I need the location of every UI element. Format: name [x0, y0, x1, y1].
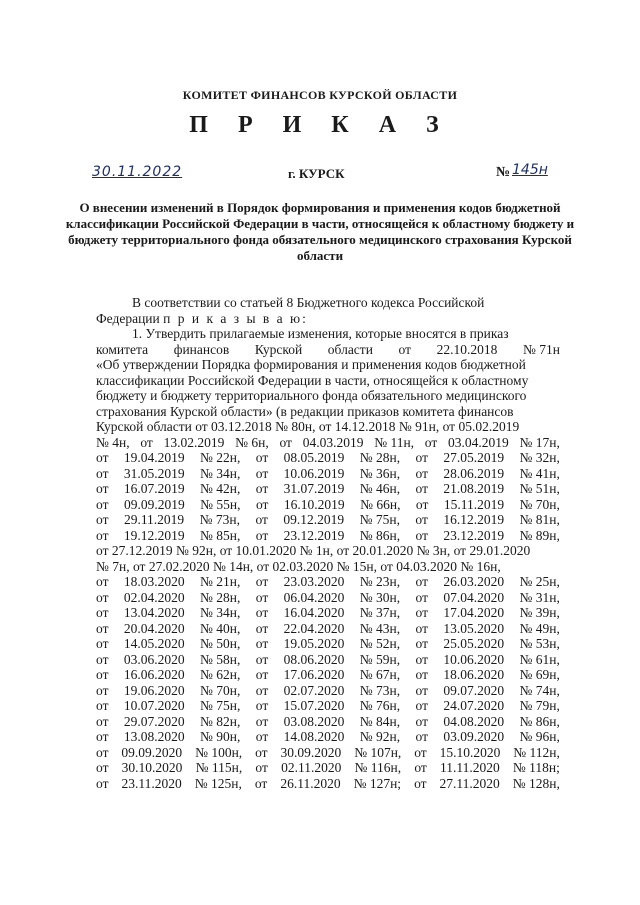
- amendment-cell: от: [96, 698, 109, 713]
- amendment-cell: от: [415, 620, 429, 636]
- amendment-cell: от: [96, 496, 109, 512]
- amendment-cell: от: [424, 434, 438, 450]
- amendment-cell: 26.11.2020: [280, 775, 341, 791]
- amendment-cell: № 55н,: [200, 496, 241, 512]
- item1-text-line: Курской области от 03.12.2018 № 80н, от 14.12.2018 № 91н, от 05.02.2019: [96, 419, 520, 434]
- amendment-cell: 06.04.2020: [283, 589, 345, 605]
- amendment-cell: от: [415, 512, 428, 527]
- amendment-cell: от: [414, 760, 427, 775]
- amendment-cell: 13.04.2020: [123, 605, 185, 620]
- amendment-cell: 03.04.2019: [448, 434, 509, 450]
- amendments-row: [96, 776, 560, 792]
- amendment-cell: 04.08.2020: [443, 713, 505, 729]
- amendment-cell: от: [255, 605, 269, 620]
- amendment-cell: от: [255, 620, 269, 636]
- amendment-cell: от: [414, 775, 427, 791]
- item1-text-line: страхования Курской области» (в редакции приказов комитета финансов: [96, 403, 514, 419]
- amendment-cell: № 85н,: [200, 527, 241, 543]
- amendment-cell: 16.06.2020: [123, 667, 185, 682]
- amendments-row: [96, 683, 560, 699]
- amendment-cell: № 74н,: [519, 682, 560, 698]
- amendments-line: от 27.12.2019 № 92н, от 10.01.2020 № 1н, от 20.01.2020 № 3н, от 29.01.2020: [96, 543, 531, 558]
- order-ref-word: области: [327, 341, 373, 357]
- amendment-cell: от: [255, 574, 269, 589]
- amendment-cell: от: [255, 744, 268, 760]
- amendment-cell: от: [96, 481, 109, 496]
- amendments-row: [96, 528, 560, 544]
- amendment-cell: от: [96, 605, 109, 620]
- amendment-cell: от: [96, 667, 109, 682]
- handwritten-date: 30.11.2022: [92, 164, 183, 180]
- amendments-row: [96, 605, 560, 621]
- amendment-cell: от: [96, 651, 109, 667]
- amendment-cell: 15.11.2019: [443, 496, 505, 512]
- amendment-cell: 30.10.2020: [121, 760, 183, 775]
- amendments-row: [96, 667, 560, 683]
- amendment-cell: № 23н,: [359, 574, 401, 589]
- amendment-cell: № 75н,: [200, 698, 241, 713]
- amendment-cell: № 96н,: [519, 729, 560, 744]
- amendment-cell: № 25н,: [519, 574, 560, 589]
- amendment-cell: № 28н,: [200, 589, 241, 605]
- amendment-cell: от: [255, 729, 269, 744]
- amendment-cell: № 34н,: [200, 605, 241, 620]
- amendment-cell: от: [415, 713, 429, 729]
- amendment-cell: от: [415, 636, 429, 651]
- amendments-row: [96, 745, 560, 761]
- amendment-cell: 23.12.2019: [443, 527, 505, 543]
- amendments-row: [96, 481, 560, 497]
- amendment-cell: № 86н,: [359, 527, 401, 543]
- amendment-cell: 25.05.2020: [443, 636, 505, 651]
- amendment-cell: 20.04.2020: [123, 620, 185, 636]
- amendments-row: [96, 698, 560, 714]
- amendment-cell: 09.09.2020: [121, 744, 183, 760]
- amendment-cell: № 82н,: [200, 713, 241, 729]
- amendment-cell: 19.05.2020: [283, 636, 345, 651]
- amendment-cell: 08.06.2020: [283, 651, 345, 667]
- amendment-cell: № 79н,: [519, 698, 560, 713]
- amendment-cell: от: [96, 465, 109, 481]
- amendment-cell: № 128н,: [512, 775, 560, 791]
- amendment-cell: 24.07.2020: [443, 698, 505, 713]
- amendments-row: [96, 512, 560, 528]
- amendment-cell: № 30н,: [359, 589, 401, 605]
- amendment-cell: № 112н,: [513, 744, 560, 760]
- amendment-cell: № 37н,: [359, 605, 401, 620]
- amendment-cell: 31.05.2019: [123, 465, 185, 481]
- order-ref-word: Курской: [254, 341, 303, 357]
- amendment-cell: от: [415, 589, 429, 605]
- amendment-cell: 16.10.2019: [283, 496, 345, 512]
- order-ref-word: № 71н: [523, 341, 560, 357]
- amendment-cell: № 100н,: [195, 744, 243, 760]
- amendment-cell: 15.07.2020: [283, 698, 345, 713]
- amendment-cell: 03.09.2020: [443, 729, 505, 744]
- number-label: №: [496, 165, 511, 180]
- amendment-cell: 19.12.2019: [123, 527, 185, 543]
- amendment-cell: № 59н,: [359, 651, 401, 667]
- amendment-cell: № 73н,: [199, 512, 240, 527]
- amendment-cell: от: [415, 496, 429, 512]
- amendment-cell: № 115н,: [195, 760, 243, 775]
- amendment-cell: 08.05.2019: [283, 450, 345, 465]
- city-label: г. КУРСК: [288, 166, 345, 181]
- amendment-cell: от: [255, 450, 269, 465]
- amendment-cell: 15.10.2020: [439, 744, 501, 760]
- amendment-cell: 09.12.2019: [283, 512, 345, 527]
- amendment-cell: 16.04.2020: [283, 605, 345, 620]
- amendment-cell: 19.06.2020: [123, 682, 185, 698]
- amendments-row: [96, 466, 560, 482]
- amendment-cell: № 6н,: [235, 434, 269, 450]
- item1-text: [96, 357, 560, 435]
- amendments-row: [96, 652, 560, 668]
- amendment-cell: от: [96, 682, 109, 698]
- handwritten-number: 145н: [512, 162, 548, 178]
- amendment-cell: № 43н,: [359, 620, 401, 636]
- amendment-cell: от: [96, 527, 109, 543]
- amendment-cell: № 28н,: [359, 450, 401, 465]
- document-body: [96, 295, 560, 791]
- item1-text-line: бюджету и бюджету территориального фонда обязательного медицинского: [96, 388, 527, 403]
- amendment-cell: № 50н,: [200, 636, 241, 651]
- amendment-cell: 29.07.2020: [123, 713, 185, 729]
- amendment-cell: № 21н,: [200, 574, 241, 589]
- amendment-cell: № 76н,: [359, 698, 401, 713]
- item1-first-line: 1. Утвердить прилагаемые изменения, которые вносятся в приказ: [132, 326, 509, 341]
- amendments-row: [96, 760, 560, 776]
- amendment-cell: 19.04.2019: [123, 450, 185, 465]
- amendment-cell: 22.04.2020: [283, 620, 345, 636]
- amendment-cell: № 89н,: [519, 527, 560, 543]
- amendments-row: [96, 450, 560, 466]
- amendment-cell: от: [255, 589, 269, 605]
- item1-text-line: «Об утверждении Порядка формирования и применения кодов бюджетной: [96, 357, 526, 372]
- amendment-cell: 02.11.2020: [281, 760, 342, 775]
- amendment-cell: 09.09.2019: [123, 496, 185, 512]
- amendment-cell: № 69н,: [519, 667, 560, 682]
- amendment-cell: от: [96, 775, 109, 791]
- amendment-cell: № 31н,: [519, 589, 560, 605]
- amendment-cell: от: [255, 682, 269, 698]
- amendment-cell: от: [96, 450, 109, 465]
- amendment-cell: № 34н,: [200, 465, 241, 481]
- amendment-cell: от: [415, 667, 429, 682]
- amendment-cell: № 52н,: [359, 636, 401, 651]
- amendment-cell: 13.05.2020: [443, 620, 505, 636]
- amendment-cell: от: [140, 434, 153, 450]
- amendment-cell: 10.06.2019: [283, 465, 345, 481]
- amendment-cell: от: [415, 574, 429, 589]
- amendment-cell: № 36н,: [359, 465, 401, 481]
- amendment-cell: № 53н,: [519, 636, 560, 651]
- amendment-cell: от: [255, 496, 269, 512]
- committee-header: КОМИТЕТ ФИНАНСОВ КУРСКОЙ ОБЛАСТИ: [182, 88, 458, 102]
- amendment-cell: № 58н,: [200, 651, 241, 667]
- amendment-cell: 09.07.2020: [443, 682, 505, 698]
- amendment-cell: № 46н,: [359, 481, 401, 496]
- amendment-cell: № 118н;: [512, 760, 560, 775]
- amendments-row: [96, 729, 560, 745]
- amendments-table-2019: [96, 450, 560, 543]
- amendment-cell: № 127н;: [353, 775, 402, 791]
- amendment-cell: от: [96, 574, 109, 589]
- amendment-cell: № 107н,: [354, 744, 402, 760]
- amendment-cell: 17.06.2020: [283, 667, 345, 682]
- amendment-cell: 10.07.2020: [123, 698, 185, 713]
- amendment-cell: от: [96, 744, 109, 760]
- amendment-cell: 10.06.2020: [443, 651, 505, 667]
- amendment-cell: 29.11.2019: [123, 512, 185, 527]
- amendment-cell: № 92н,: [359, 729, 401, 744]
- amendment-cell: от: [279, 434, 292, 450]
- amendment-cell: от: [96, 636, 109, 651]
- amendment-cell: от: [255, 651, 269, 667]
- amendment-cell: № 70н,: [200, 682, 241, 698]
- amendment-cell: 23.12.2019: [283, 527, 345, 543]
- amendment-cell: от: [255, 760, 268, 775]
- amendment-cell: от: [255, 698, 269, 713]
- amendment-cell: 27.05.2019: [443, 450, 505, 465]
- amendment-cell: № 116н,: [354, 760, 402, 775]
- amendments-row: [96, 497, 560, 513]
- amendment-cell: от: [96, 729, 109, 744]
- amendment-cell: 14.08.2020: [283, 729, 345, 744]
- amendment-cell: № 42н,: [200, 481, 241, 496]
- amendments-row: [96, 574, 560, 590]
- amendment-cell: от: [415, 527, 429, 543]
- amendment-cell: 26.03.2020: [443, 574, 505, 589]
- amendment-cell: от: [415, 682, 429, 698]
- amendment-cell: 02.07.2020: [283, 682, 345, 698]
- order-ref-word: 22.10.2018: [436, 341, 498, 357]
- amendments-row: [96, 714, 560, 730]
- amendment-cell: от: [415, 605, 429, 620]
- amendments-line: № 7н, от 27.02.2020 № 14н, от 02.03.2020 № 15н, от 04.03.2020 № 16н,: [96, 558, 501, 574]
- amendment-cell: 14.05.2020: [123, 636, 185, 651]
- amendments-row: [96, 621, 560, 637]
- amendment-cell: от: [96, 589, 109, 605]
- amendment-cell: № 41н,: [519, 465, 560, 481]
- amendment-cell: № 84н,: [359, 713, 401, 729]
- amendment-cell: от: [415, 481, 429, 496]
- amendment-cell: № 75н,: [359, 512, 400, 527]
- amendment-cell: № 22н,: [200, 450, 241, 465]
- amendment-cell: 17.04.2020: [443, 605, 505, 620]
- amendment-cell: № 40н,: [200, 620, 241, 636]
- order-ref-word: от: [398, 341, 412, 357]
- amendments-table-2020: [96, 574, 560, 791]
- amendment-cell: 03.06.2020: [123, 651, 185, 667]
- amendment-cell: от: [96, 512, 109, 527]
- document-title: П Р И К А З: [189, 112, 451, 138]
- amendment-cell: 27.11.2020: [439, 775, 500, 791]
- amendment-cell: от: [96, 620, 109, 636]
- amendment-cell: от: [415, 450, 429, 465]
- order-word: п р и к а з ы в а ю:: [163, 310, 308, 326]
- amendments-row: [96, 590, 560, 606]
- preamble-line: В соответствии со статьей 8 Бюджетного кодекса Российской: [132, 295, 485, 310]
- order-ref-word: финансов: [173, 341, 230, 357]
- amendment-cell: № 61н,: [519, 651, 560, 667]
- amendment-cell: от: [414, 744, 427, 760]
- amendment-cell: 18.06.2020: [443, 667, 505, 682]
- amendment-cell: № 17н,: [519, 434, 560, 450]
- amendment-cell: № 81н,: [519, 512, 560, 527]
- amendment-cell: № 67н,: [359, 667, 401, 682]
- document-subject: О внесении изменений в Порядок формирования и применения кодов бюджетной классификации Российской Федерации в части, относящейся к областному бюджету и бюджету территориального фонда обязательного медицинского страхования Курской области: [65, 200, 575, 263]
- amendment-cell: 13.08.2020: [123, 729, 185, 744]
- amendments-row: [96, 636, 560, 652]
- amendment-cell: 07.04.2020: [443, 589, 505, 605]
- amendment-cell: от: [254, 775, 268, 791]
- amendment-cell: от: [255, 481, 269, 496]
- amendment-cell: 21.08.2019: [443, 481, 505, 496]
- amendment-cell: 30.09.2020: [280, 744, 342, 760]
- amendment-cell: от: [96, 713, 109, 729]
- preamble-line-2: [96, 311, 560, 327]
- amendment-cell: от: [255, 636, 269, 651]
- amendment-cell: № 49н,: [519, 620, 560, 636]
- amendment-cell: № 66н,: [360, 496, 401, 512]
- amendment-cell: от: [415, 465, 429, 481]
- item1-order-reference: [96, 342, 560, 358]
- amendment-cell: № 32н,: [519, 450, 560, 465]
- amendment-cell: от: [96, 760, 109, 775]
- amendment-cell: 02.04.2020: [123, 589, 185, 605]
- amendment-cell: 03.08.2020: [283, 713, 345, 729]
- amendment-cell: № 125н,: [194, 775, 242, 791]
- amendment-cell: № 73н,: [359, 682, 401, 698]
- amendment-cell: 28.06.2019: [443, 465, 505, 481]
- amendment-cell: № 70н,: [519, 496, 560, 512]
- amendment-cell: 13.02.2019: [163, 434, 225, 450]
- amendment-cell: от: [255, 713, 269, 729]
- amendment-cell: от: [255, 512, 268, 527]
- order-ref-word: комитета: [96, 341, 149, 357]
- amendment-cell: от: [255, 667, 269, 682]
- amendment-cell: № 11н,: [374, 434, 415, 450]
- preamble-federation: Федерации: [96, 310, 160, 326]
- amendment-cell: № 90н,: [200, 729, 241, 744]
- amendment-cell: № 86н,: [519, 713, 560, 729]
- amendments-row: [96, 435, 560, 451]
- amendment-cell: от: [255, 527, 269, 543]
- amendment-cell: № 4н,: [96, 434, 130, 450]
- amendment-cell: от: [415, 651, 429, 667]
- amendment-cell: 16.12.2019: [443, 512, 505, 527]
- amendment-cell: 23.11.2020: [121, 775, 182, 791]
- amendment-cell: 16.07.2019: [123, 481, 185, 496]
- amendment-cell: № 62н,: [200, 667, 241, 682]
- amendment-cell: 11.11.2020: [439, 760, 500, 775]
- item1-text-line: классификации Российской Федерации в части, относящейся к областному: [96, 372, 529, 388]
- amendment-cell: от: [415, 729, 429, 744]
- amendment-cell: № 39н,: [519, 605, 560, 620]
- amendment-cell: 31.07.2019: [283, 481, 345, 496]
- amendment-cell: 18.03.2020: [123, 574, 185, 589]
- amendment-cell: 04.03.2019: [302, 434, 364, 450]
- amendment-cell: 23.03.2020: [283, 574, 345, 589]
- amendment-cell: от: [415, 698, 429, 713]
- amendment-cell: от: [255, 465, 269, 481]
- amendment-cell: № 51н,: [519, 481, 560, 496]
